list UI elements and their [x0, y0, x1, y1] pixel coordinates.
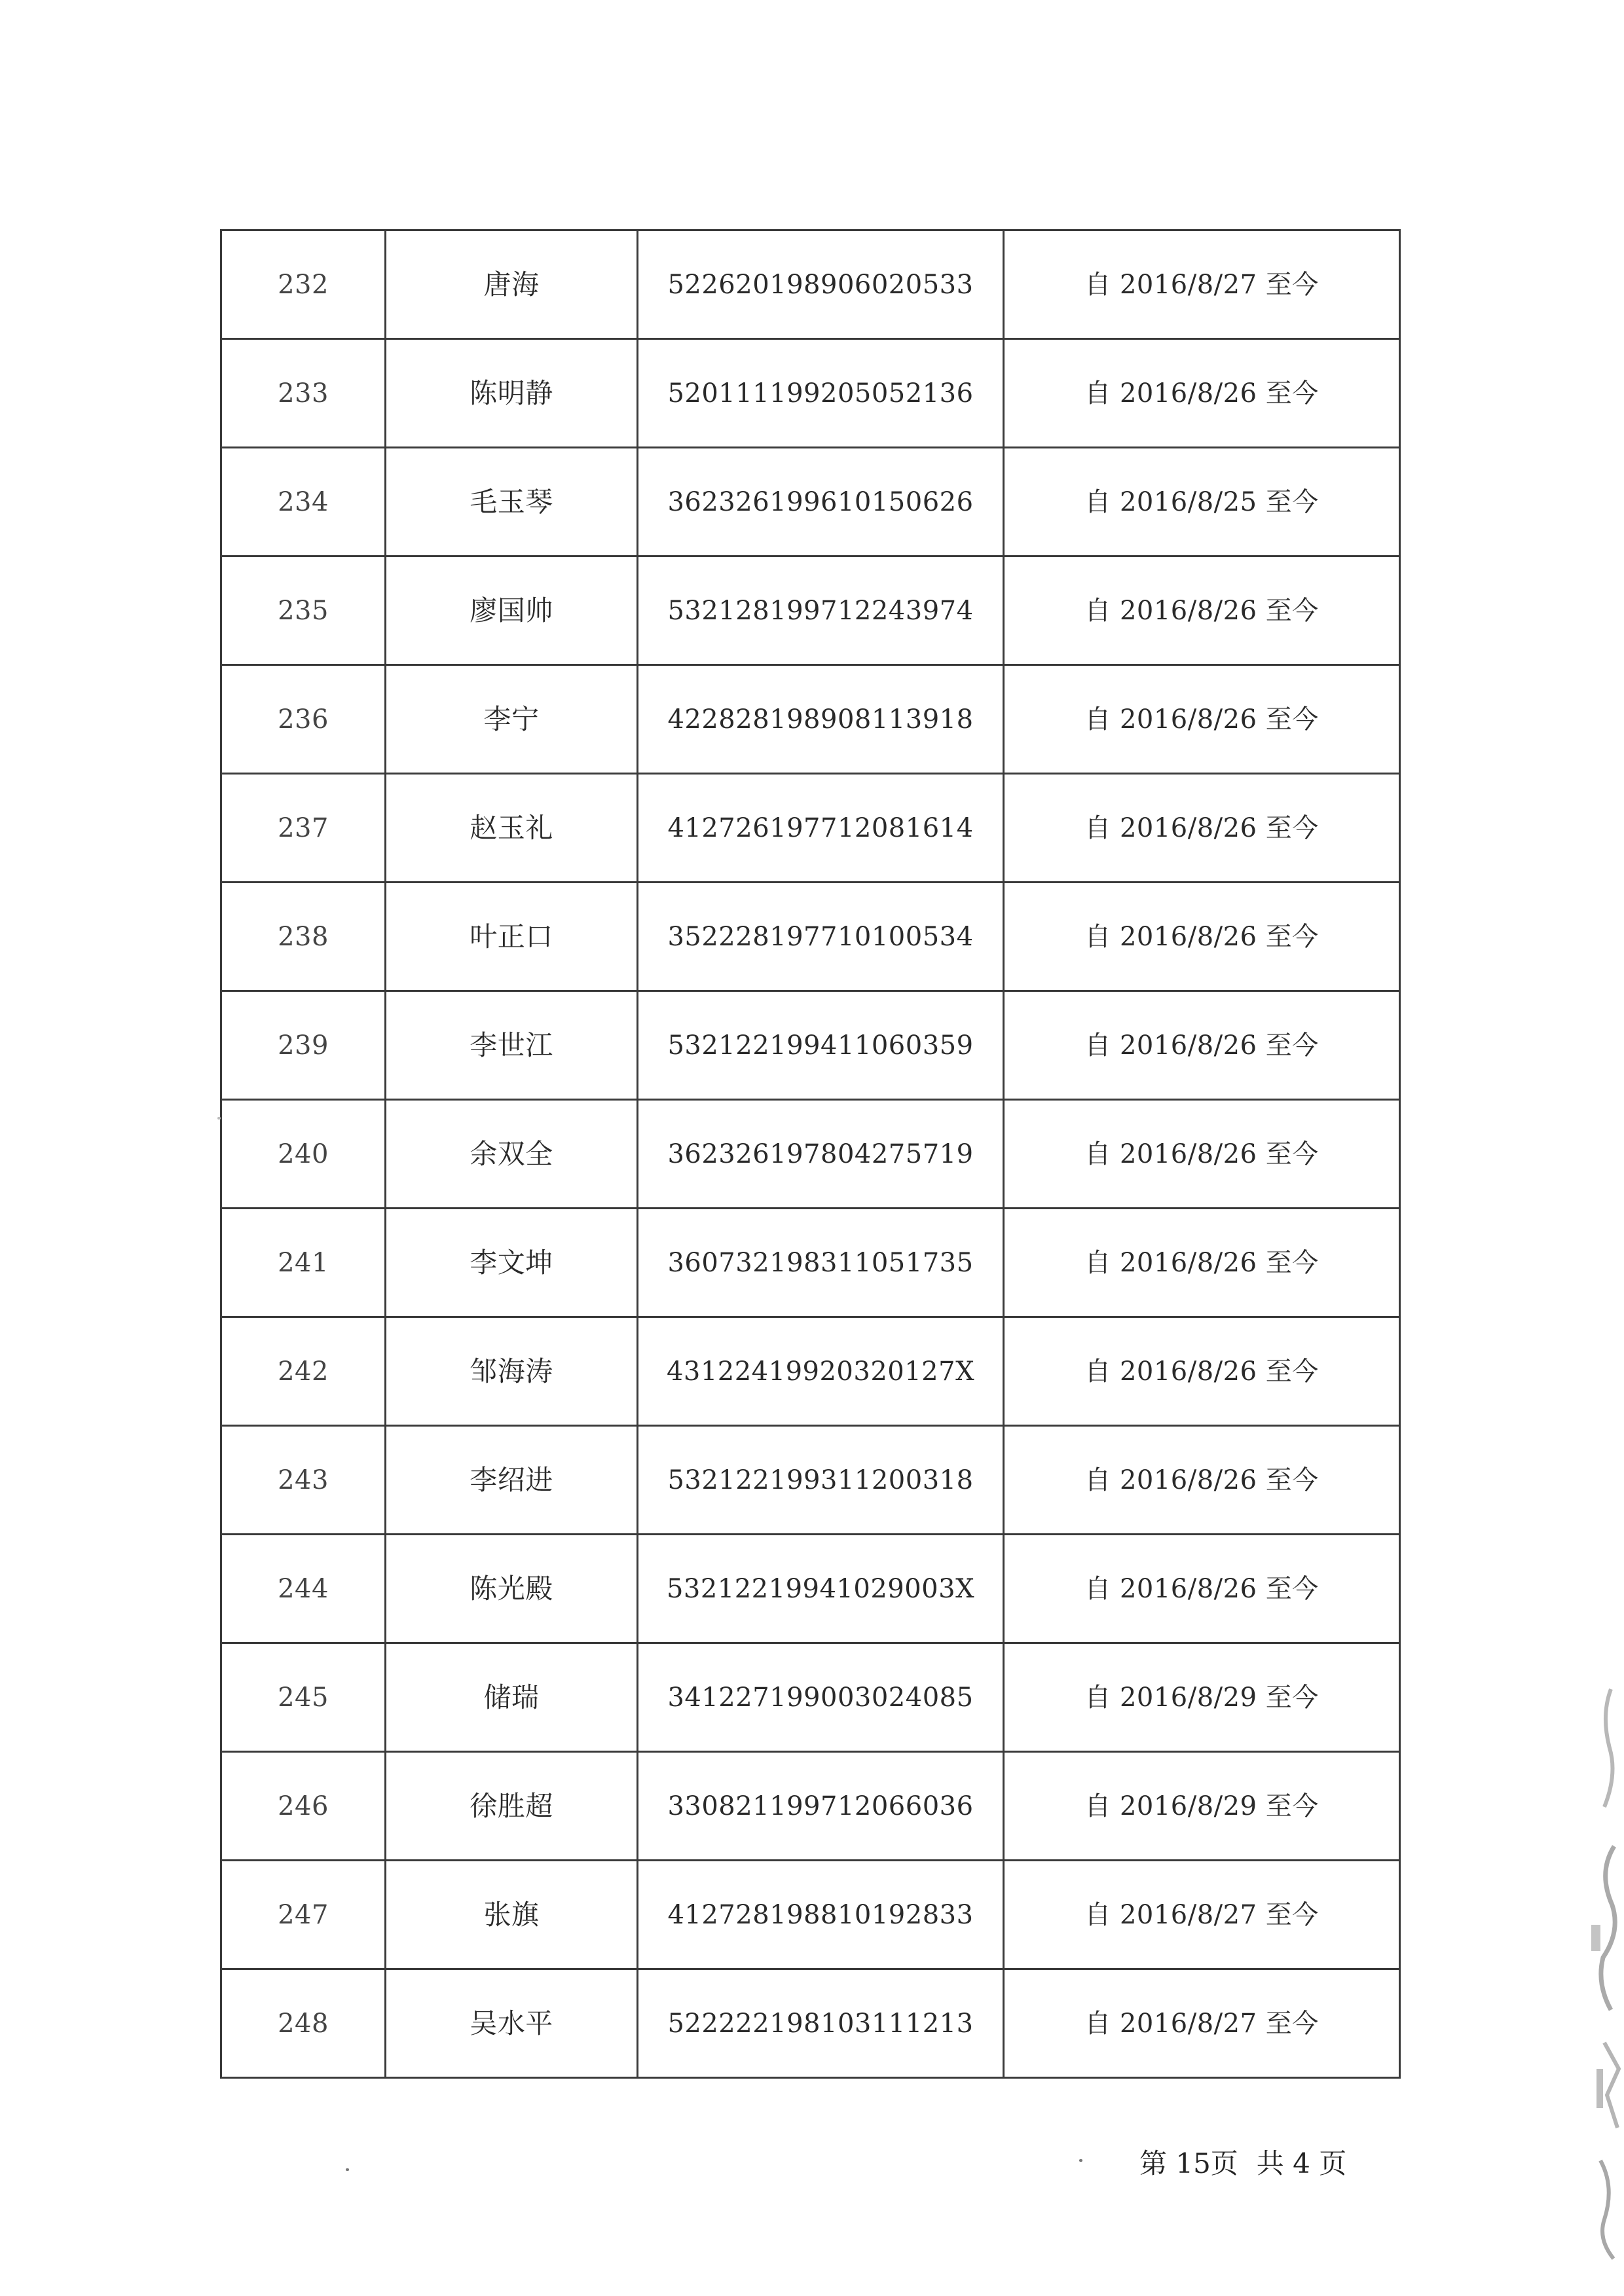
name-cell: 叶正口 [386, 883, 638, 991]
id-number-cell: 532122199311200318 [638, 1426, 1004, 1535]
id-number-cell: 341227199003024085 [638, 1643, 1004, 1752]
period-cell: 自 2016/8/26 至今 [1004, 1100, 1400, 1209]
period-cell: 自 2016/8/26 至今 [1004, 774, 1400, 883]
id-number-cell: 330821199712066036 [638, 1752, 1004, 1861]
table-row [221, 665, 1400, 774]
table-row [221, 991, 1400, 1100]
table-row [221, 556, 1400, 665]
name-cell: 陈光殿 [386, 1535, 638, 1643]
period-cell: 自 2016/8/26 至今 [1004, 1426, 1400, 1535]
records-table-body [221, 230, 1400, 2078]
period-cell: 自 2016/8/26 至今 [1004, 1535, 1400, 1643]
seq-cell: 248 [221, 1969, 386, 2078]
name-cell: 李世江 [386, 991, 638, 1100]
seq-cell: 234 [221, 448, 386, 556]
name-cell: 储瑞 [386, 1643, 638, 1752]
id-number-cell: 412728198810192833 [638, 1861, 1004, 1969]
id-number-cell: 362326199610150626 [638, 448, 1004, 556]
id-number-cell: 362326197804275719 [638, 1100, 1004, 1209]
id-number-cell: 522620198906020533 [638, 230, 1004, 339]
table-row [221, 1643, 1400, 1752]
seq-cell: 241 [221, 1209, 386, 1317]
id-number-cell: 53212219941029003X [638, 1535, 1004, 1643]
table-row [221, 1100, 1400, 1209]
page-total: 共 4 页 [1256, 2147, 1347, 2179]
name-cell: 赵玉礼 [386, 774, 638, 883]
id-number-cell: 532122199411060359 [638, 991, 1004, 1100]
period-cell: 自 2016/8/26 至今 [1004, 991, 1400, 1100]
seq-cell: 243 [221, 1426, 386, 1535]
period-cell: 自 2016/8/29 至今 [1004, 1752, 1400, 1861]
id-number-cell: 352228197710100534 [638, 883, 1004, 991]
period-cell: 自 2016/8/27 至今 [1004, 1861, 1400, 1969]
name-cell: 唐海 [386, 230, 638, 339]
seq-cell: 242 [221, 1317, 386, 1426]
seq-cell: 237 [221, 774, 386, 883]
name-cell: 李文坤 [386, 1209, 638, 1317]
name-cell: 徐胜超 [386, 1752, 638, 1861]
id-number-cell: 522222198103111213 [638, 1969, 1004, 2078]
scan-speck [1079, 2159, 1082, 2162]
table-row [221, 339, 1400, 448]
name-cell: 吴水平 [386, 1969, 638, 2078]
table-row [221, 448, 1400, 556]
seq-cell: 233 [221, 339, 386, 448]
period-cell: 自 2016/8/27 至今 [1004, 1969, 1400, 2078]
id-number-cell: 422828198908113918 [638, 665, 1004, 774]
period-cell: 自 2016/8/25 至今 [1004, 448, 1400, 556]
table-row [221, 883, 1400, 991]
name-cell: 毛玉琴 [386, 448, 638, 556]
period-cell: 自 2016/8/26 至今 [1004, 665, 1400, 774]
period-cell: 自 2016/8/26 至今 [1004, 556, 1400, 665]
table-row [221, 1861, 1400, 1969]
partial-seal-mark [1585, 1676, 1624, 2265]
table-row [221, 1209, 1400, 1317]
scan-speck [346, 2168, 349, 2171]
table-row [221, 1969, 1400, 2078]
name-cell: 李绍进 [386, 1426, 638, 1535]
name-cell: 余双全 [386, 1100, 638, 1209]
id-number-cell: 43122419920320127X [638, 1317, 1004, 1426]
name-cell: 张旗 [386, 1861, 638, 1969]
table-row [221, 1752, 1400, 1861]
period-cell: 自 2016/8/29 至今 [1004, 1643, 1400, 1752]
seq-cell: 232 [221, 230, 386, 339]
id-number-cell: 412726197712081614 [638, 774, 1004, 883]
seq-cell: 238 [221, 883, 386, 991]
table-row [221, 1426, 1400, 1535]
name-cell: 陈明静 [386, 339, 638, 448]
records-table [220, 229, 1401, 2079]
name-cell: 李宁 [386, 665, 638, 774]
scan-speck [217, 1117, 221, 1120]
table-row [221, 1317, 1400, 1426]
name-cell: 邹海涛 [386, 1317, 638, 1426]
period-cell: 自 2016/8/26 至今 [1004, 883, 1400, 991]
id-number-cell: 520111199205052136 [638, 339, 1004, 448]
seq-cell: 239 [221, 991, 386, 1100]
table-row [221, 774, 1400, 883]
page-number: 第 15页 [1139, 2147, 1238, 2179]
seq-cell: 240 [221, 1100, 386, 1209]
name-cell: 廖国帅 [386, 556, 638, 665]
period-cell: 自 2016/8/27 至今 [1004, 230, 1400, 339]
seq-cell: 246 [221, 1752, 386, 1861]
period-cell: 自 2016/8/26 至今 [1004, 1209, 1400, 1317]
table-row [221, 230, 1400, 339]
table-row [221, 1535, 1400, 1643]
page-footer [1139, 2142, 1346, 2181]
seq-cell: 236 [221, 665, 386, 774]
seq-cell: 245 [221, 1643, 386, 1752]
period-cell: 自 2016/8/26 至今 [1004, 339, 1400, 448]
id-number-cell: 532128199712243974 [638, 556, 1004, 665]
seq-cell: 244 [221, 1535, 386, 1643]
id-number-cell: 360732198311051735 [638, 1209, 1004, 1317]
seq-cell: 235 [221, 556, 386, 665]
period-cell: 自 2016/8/26 至今 [1004, 1317, 1400, 1426]
seq-cell: 247 [221, 1861, 386, 1969]
